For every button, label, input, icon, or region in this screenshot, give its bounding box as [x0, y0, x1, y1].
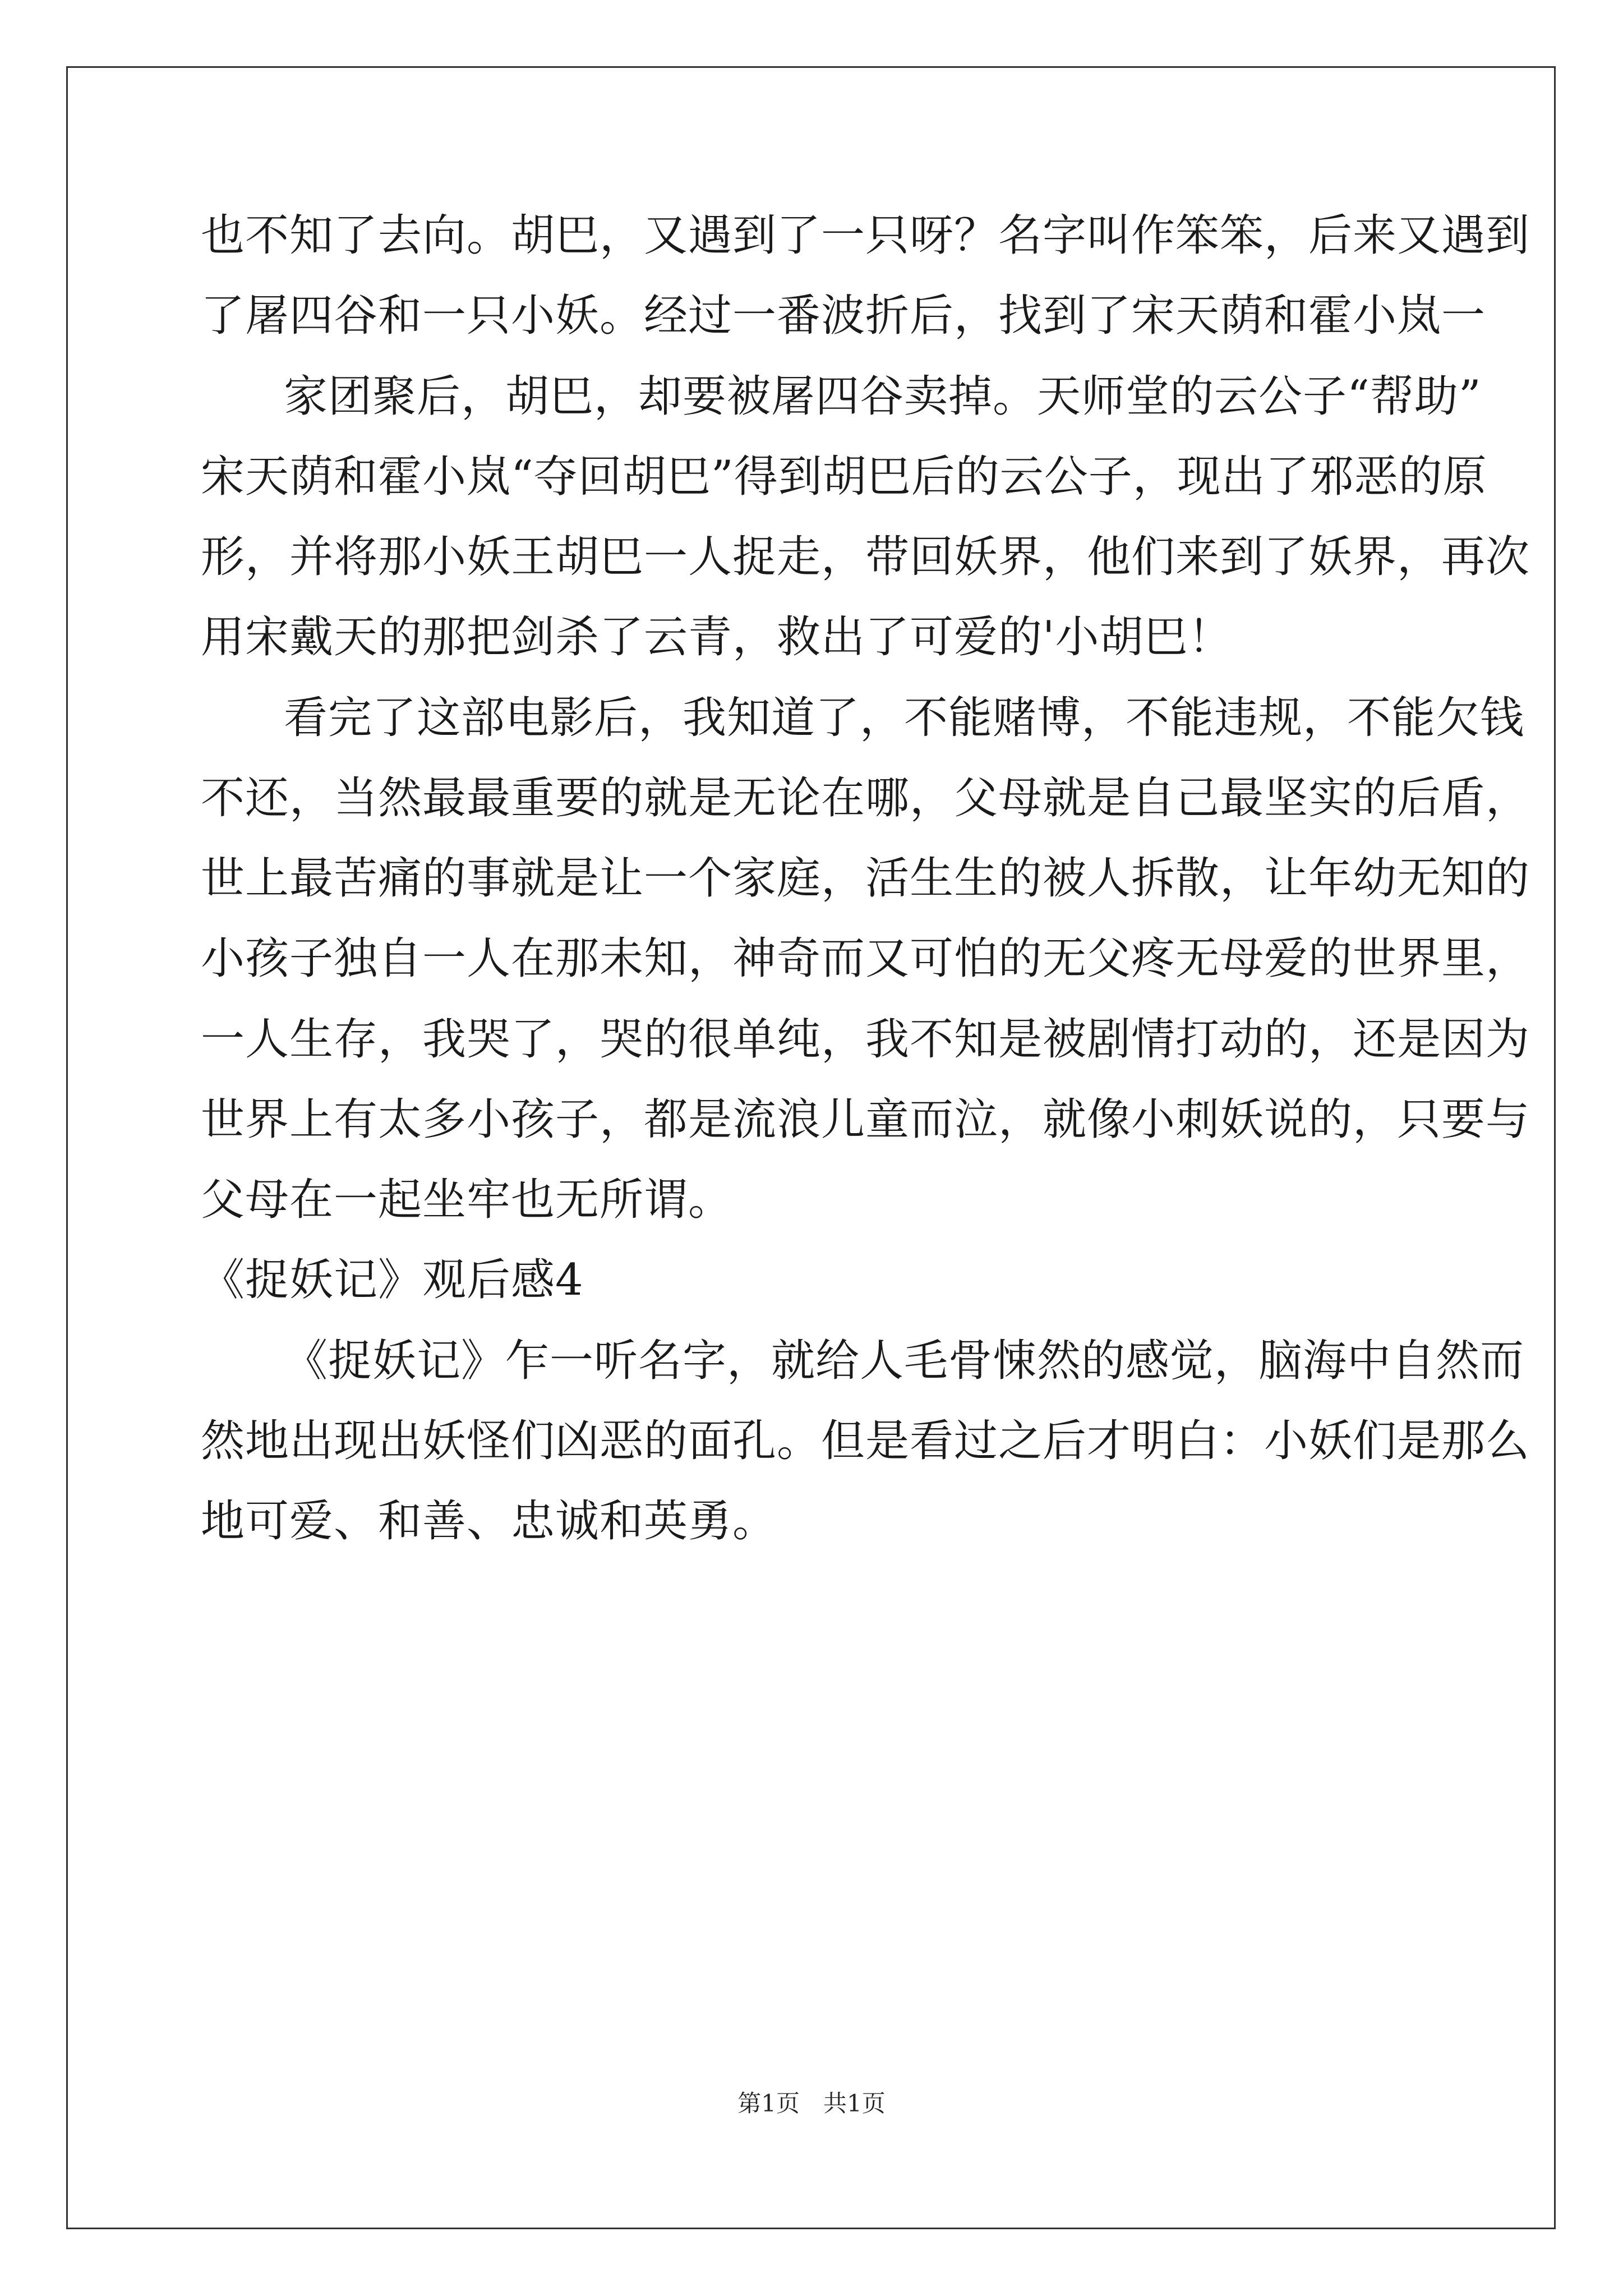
text-line: 也不知了去向。胡巴，又遇到了一只呀？名字叫作笨笨，后来又遇到	[201, 210, 1530, 261]
text-line: 一人生存，我哭了，哭的很单纯，我不知是被剧情打动的，还是因为	[201, 1014, 1530, 1065]
text-line: 用宋戴天的那把剑杀了云青，救出了可爱的'小胡巴！	[201, 612, 1233, 662]
text-line: 父母在一起坐牢也无所谓。	[201, 1175, 733, 1225]
text-line: 家团聚后，胡巴，却要被屠四谷卖掉。天师堂的云公子“帮助”	[284, 371, 1482, 422]
text-line: 宋天荫和霍小岚“夺回胡巴”得到胡巴后的云公子，现出了邪恶的原	[201, 452, 1487, 502]
text-line: 了屠四谷和一只小妖。经过一番波折后，找到了宋天荫和霍小岚一	[201, 291, 1486, 341]
page-number: 第1页 共1页	[737, 2090, 886, 2117]
text-line: 看完了这部电影后，我知道了，不能赌博，不能违规，不能欠钱	[284, 693, 1525, 743]
text-line: 小孩子独自一人在那未知，神奇而又可怕的无父疼无母爱的世界里，	[201, 933, 1530, 984]
text-line: 《捉妖记》乍一听名字，就给人毛骨悚然的感觉，脑海中自然而	[284, 1336, 1525, 1386]
text-line: 世上最苦痛的事就是让一个家庭，活生生的被人拆散，让年幼无知的	[201, 853, 1530, 904]
text-line: 然地出现出妖怪们凶恶的面孔。但是看过之后才明白：小妖们是那么	[201, 1416, 1530, 1466]
section-heading: 《捉妖记》观后感4	[201, 1255, 584, 1305]
text-line: 不还，当然最最重要的就是无论在哪，父母就是自己最坚实的后盾，	[201, 773, 1530, 823]
text-line: 世界上有太多小孩子，都是流浪儿童而泣，就像小刺妖说的，只要与	[201, 1094, 1530, 1145]
text-line: 形，并将那小妖王胡巴一人捉走，带回妖界，他们来到了妖界，再次	[201, 532, 1530, 582]
text-line: 地可爱、和善、忠诚和英勇。	[201, 1496, 777, 1547]
